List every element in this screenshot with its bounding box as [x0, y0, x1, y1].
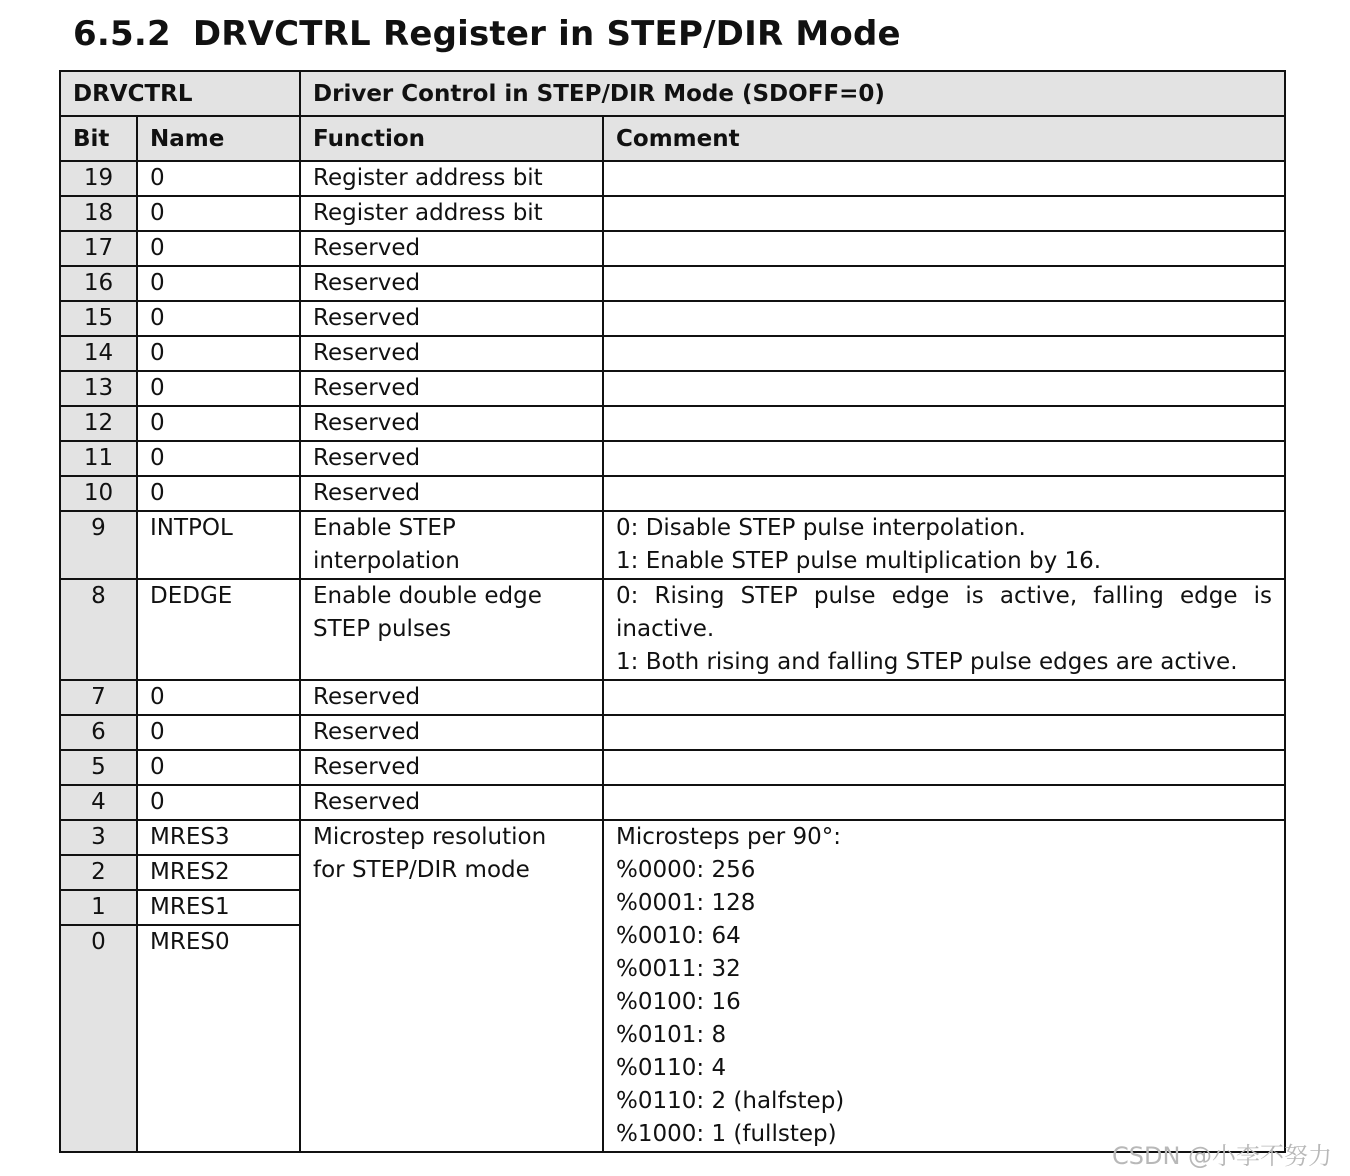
section-heading	[73, 14, 901, 54]
function-cell: Register address bit	[300, 196, 603, 231]
name-cell: 0	[137, 476, 300, 511]
bit-cell: 18	[60, 196, 137, 231]
section-title: DRVCTRL Register in STEP/DIR Mode	[192, 14, 901, 54]
name-cell: 0	[137, 371, 300, 406]
comment-cell	[603, 579, 1285, 680]
comment-line: %0000: 256	[616, 857, 756, 883]
bit-cell: 14	[60, 336, 137, 371]
bit-cell: 9	[60, 511, 137, 579]
comment-line: %0110: 4	[616, 1055, 727, 1081]
bit-cell: 0	[60, 925, 137, 1152]
comment-cell	[603, 336, 1285, 371]
comment-line: 1: Both rising and falling STEP pulse edges are active.	[616, 649, 1238, 675]
table-row	[60, 301, 1285, 336]
function-line: interpolation	[313, 548, 460, 574]
bit-cell: 1	[60, 890, 137, 925]
bit-cell: 17	[60, 231, 137, 266]
function-cell: Reserved	[300, 336, 603, 371]
comment-cell	[603, 750, 1285, 785]
column-header-bit: Bit	[60, 116, 137, 161]
column-header-comment: Comment	[603, 116, 1285, 161]
table-row	[60, 750, 1285, 785]
function-cell: Reserved	[300, 441, 603, 476]
name-cell: 0	[137, 785, 300, 820]
function-line: Enable double edge	[313, 583, 542, 609]
comment-cell	[603, 266, 1285, 301]
function-cell: Reserved	[300, 785, 603, 820]
table-row	[60, 579, 1285, 680]
function-cell: Reserved	[300, 476, 603, 511]
watermark: CSDN @小李不努力	[1112, 1142, 1333, 1170]
table-row	[60, 476, 1285, 511]
bit-cell: 6	[60, 715, 137, 750]
name-cell: 0	[137, 336, 300, 371]
function-cell	[300, 820, 603, 1152]
comment-line: 0: Rising STEP pulse edge is active, falling edge is inactive.	[616, 583, 1273, 642]
comment-line: 1: Enable STEP pulse multiplication by 16.	[616, 548, 1102, 574]
bit-cell: 15	[60, 301, 137, 336]
comment-line: %0011: 32	[616, 956, 741, 982]
comment-cell	[603, 715, 1285, 750]
name-cell: 0	[137, 301, 300, 336]
bit-cell: 4	[60, 785, 137, 820]
comment-line: %1000: 1 (fullstep)	[616, 1121, 837, 1147]
name-cell: 0	[137, 750, 300, 785]
bit-cell: 12	[60, 406, 137, 441]
column-header-function: Function	[300, 116, 603, 161]
name-cell: 0	[137, 266, 300, 301]
bit-cell: 16	[60, 266, 137, 301]
name-cell: 0	[137, 441, 300, 476]
comment-line: %0101: 8	[616, 1022, 727, 1048]
function-line: Enable STEP	[313, 515, 456, 541]
function-cell: Reserved	[300, 371, 603, 406]
bit-cell: 5	[60, 750, 137, 785]
comment-cell	[603, 820, 1285, 1152]
table-row	[60, 680, 1285, 715]
comment-cell	[603, 441, 1285, 476]
column-header-row	[60, 116, 1285, 161]
comment-line: %0001: 128	[616, 890, 756, 916]
table-row	[60, 785, 1285, 820]
function-cell: Reserved	[300, 266, 603, 301]
bit-cell: 13	[60, 371, 137, 406]
name-cell: MRES3	[137, 820, 300, 855]
table-row	[60, 441, 1285, 476]
function-line: Microstep resolution	[313, 824, 547, 850]
comment-line: %0100: 16	[616, 989, 741, 1015]
column-header-name: Name	[137, 116, 300, 161]
function-cell: Reserved	[300, 715, 603, 750]
name-cell: MRES0	[137, 925, 300, 1152]
comment-line: %0110: 2 (halfstep)	[616, 1088, 845, 1114]
comment-cell	[603, 301, 1285, 336]
function-cell: Reserved	[300, 301, 603, 336]
register-description: Driver Control in STEP/DIR Mode (SDOFF=0)	[300, 71, 1285, 116]
name-cell: MRES1	[137, 890, 300, 925]
bit-cell: 8	[60, 579, 137, 680]
comment-cell	[603, 680, 1285, 715]
name-cell: 0	[137, 231, 300, 266]
register-header-row	[60, 71, 1285, 116]
table-row	[60, 511, 1285, 579]
name-cell: 0	[137, 406, 300, 441]
name-cell: 0	[137, 161, 300, 196]
comment-cell	[603, 785, 1285, 820]
name-cell: 0	[137, 680, 300, 715]
bit-cell: 10	[60, 476, 137, 511]
name-cell: 0	[137, 715, 300, 750]
bit-cell: 7	[60, 680, 137, 715]
name-cell: 0	[137, 196, 300, 231]
comment-cell	[603, 511, 1285, 579]
name-cell: INTPOL	[137, 511, 300, 579]
table-row	[60, 336, 1285, 371]
comment-cell	[603, 371, 1285, 406]
comment-line: %0010: 64	[616, 923, 741, 949]
table-row	[60, 715, 1285, 750]
function-cell	[300, 511, 603, 579]
name-cell: MRES2	[137, 855, 300, 890]
comment-cell	[603, 476, 1285, 511]
function-cell: Reserved	[300, 406, 603, 441]
name-cell: DEDGE	[137, 579, 300, 680]
function-cell: Reserved	[300, 750, 603, 785]
bit-cell: 2	[60, 855, 137, 890]
table-row	[60, 266, 1285, 301]
function-cell: Register address bit	[300, 161, 603, 196]
bit-cell: 19	[60, 161, 137, 196]
function-line: for STEP/DIR mode	[313, 857, 530, 883]
function-cell: Reserved	[300, 231, 603, 266]
comment-cell	[603, 196, 1285, 231]
comment-line: 0: Disable STEP pulse interpolation.	[616, 515, 1026, 541]
function-line: STEP pulses	[313, 616, 452, 642]
bit-cell: 11	[60, 441, 137, 476]
register-label: DRVCTRL	[60, 71, 300, 116]
comment-cell	[603, 161, 1285, 196]
table-row	[60, 196, 1285, 231]
table-row	[60, 820, 1285, 855]
comment-line: Microsteps per 90°:	[616, 824, 841, 850]
section-number: 6.5.2	[73, 14, 171, 54]
comment-cell	[603, 231, 1285, 266]
function-cell	[300, 579, 603, 680]
table-row	[60, 371, 1285, 406]
function-cell: Reserved	[300, 680, 603, 715]
bit-cell: 3	[60, 820, 137, 855]
table-row	[60, 406, 1285, 441]
register-table	[59, 70, 1286, 1153]
table-row	[60, 161, 1285, 196]
table-row	[60, 231, 1285, 266]
comment-cell	[603, 406, 1285, 441]
